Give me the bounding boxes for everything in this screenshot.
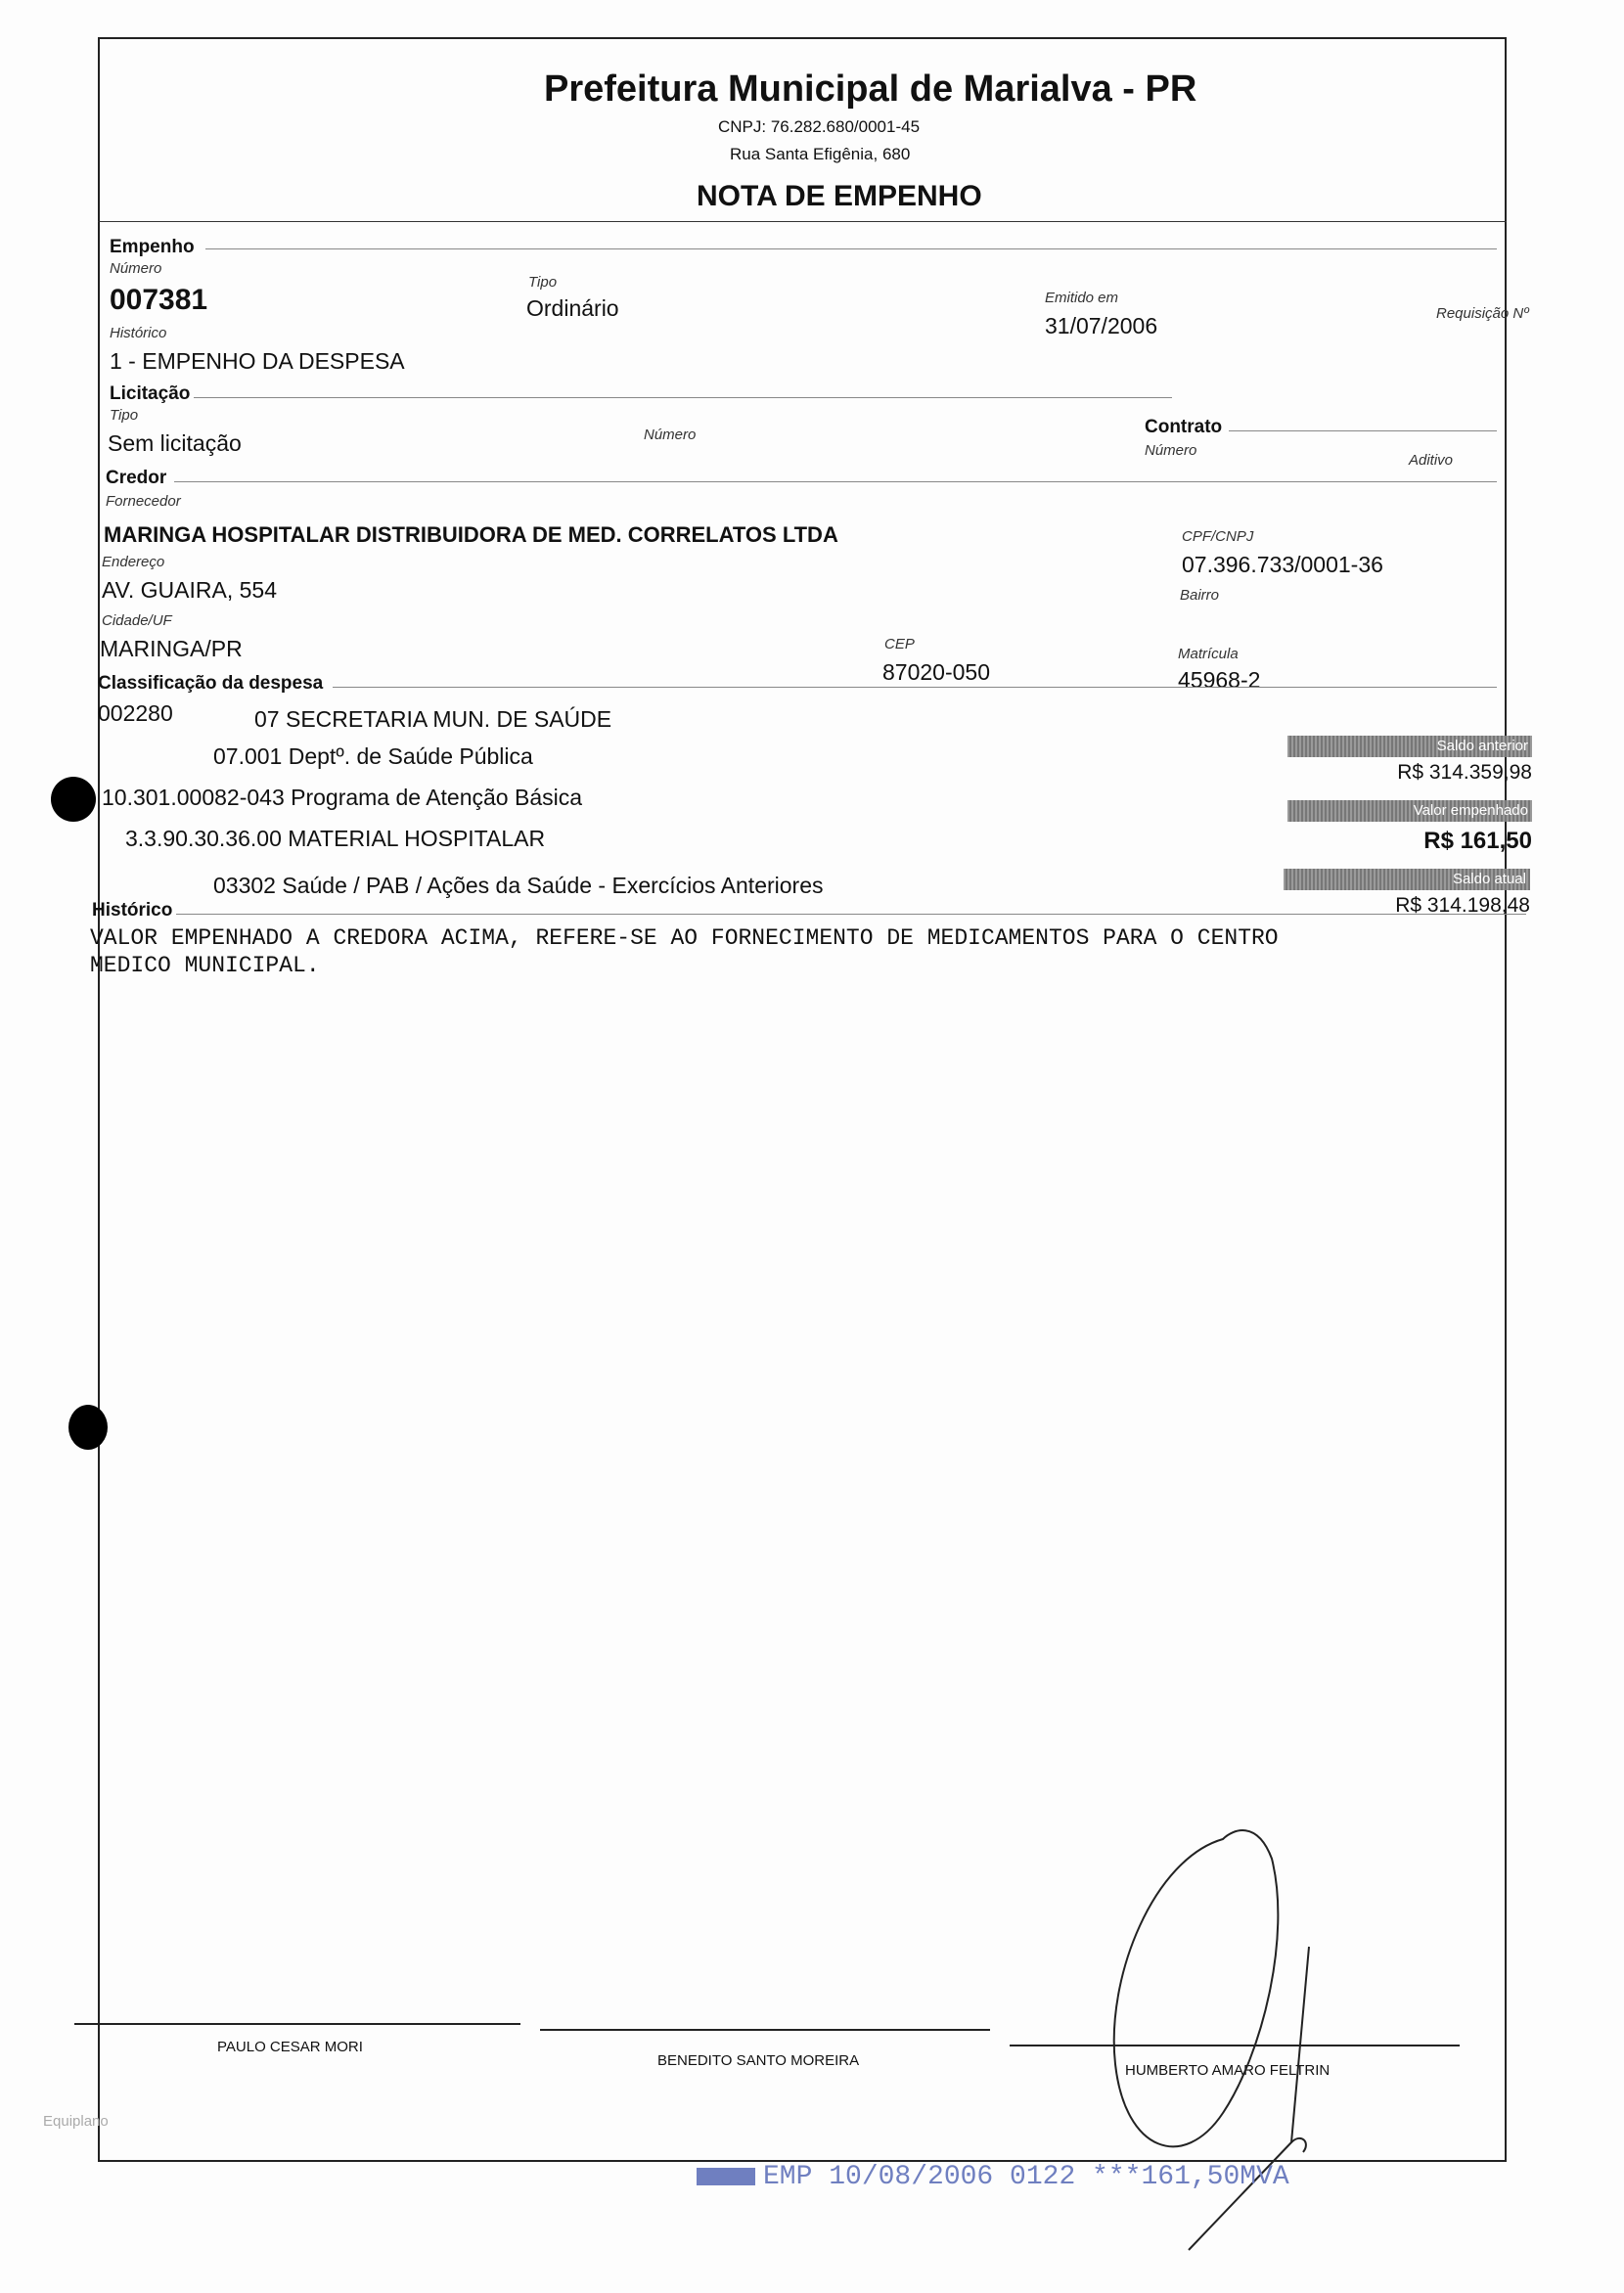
punch-hole [68, 1405, 108, 1450]
fornecedor-name: MARINGA HOSPITALAR DISTRIBUIDORA DE MED. CORRELATOS LTDA [104, 522, 838, 547]
empenho-tipo-label: Tipo [528, 274, 558, 291]
section-licitacao: Licitação [110, 383, 191, 404]
document-title: NOTA DE EMPENHO [697, 180, 982, 212]
header-cnpj: CNPJ: 76.282.680/0001-45 [718, 117, 921, 136]
saldo-anterior-value: R$ 314.359,98 [1397, 761, 1532, 784]
endereco-value: AV. GUAIRA, 554 [102, 577, 277, 603]
classificacao-line: 07 SECRETARIA MUN. DE SAÚDE [254, 706, 612, 732]
processing-stamp [697, 2162, 1289, 2192]
empenho-historico: 1 - EMPENHO DA DESPESA [110, 348, 405, 374]
historico-text: MEDICO MUNICIPAL. [90, 953, 320, 978]
stamp-text: EMP 10/08/2006 0122 ***161,50MVA [763, 2162, 1289, 2192]
signature-line [540, 2029, 990, 2031]
saldo-anterior-label: Saldo anterior [1287, 736, 1532, 757]
footer-brand: Equiplano [43, 2113, 109, 2130]
classificacao-line: 10.301.00082-043 Programa de Atenção Básica [102, 785, 583, 810]
matricula-label: Matrícula [1178, 646, 1239, 662]
classificacao-code: 002280 [98, 700, 173, 726]
empenho-numero-label: Número [110, 260, 162, 277]
cidade-value: MARINGA/PR [100, 636, 243, 661]
section-rule [205, 248, 1497, 249]
signature-name: BENEDITO SANTO MOREIRA [657, 2052, 860, 2069]
section-empenho: Empenho [110, 237, 195, 257]
aditivo-label: Aditivo [1409, 452, 1454, 469]
cidade-label: Cidade/UF [102, 612, 172, 629]
page-title: Prefeitura Municipal de Marialva - PR [544, 68, 1197, 110]
punch-hole [51, 777, 96, 822]
signature-name: PAULO CESAR MORI [217, 2039, 363, 2055]
classificacao-line: 07.001 Deptº. de Saúde Pública [213, 743, 533, 769]
section-rule [1229, 430, 1497, 431]
section-classificacao: Classificação da despesa [98, 673, 324, 694]
cep-value: 87020-050 [882, 659, 990, 685]
classificacao-line: 03302 Saúde / PAB / Ações da Saúde - Exercícios Anteriores [213, 873, 824, 898]
signature-name: HUMBERTO AMARO FELTRIN [1125, 2062, 1331, 2079]
licitacao-numero-label: Número [644, 427, 697, 443]
cpf-value: 07.396.733/0001-36 [1182, 552, 1383, 577]
section-rule [176, 914, 1526, 915]
handwritten-signature [1076, 1820, 1331, 2260]
section-historico: Histórico [92, 900, 173, 921]
header-address: Rua Santa Efigênia, 680 [730, 145, 911, 163]
emitido-label: Emitido em [1045, 290, 1119, 306]
header-divider [98, 221, 1507, 222]
stamp-logo-icon [697, 2168, 755, 2185]
section-rule [333, 687, 1497, 688]
section-credor: Credor [106, 468, 167, 488]
section-contrato: Contrato [1145, 417, 1223, 437]
empenho-tipo: Ordinário [526, 295, 619, 321]
requisicao-label: Requisição Nº [1436, 305, 1529, 322]
emitido-date: 31/07/2006 [1045, 313, 1158, 338]
contrato-numero-label: Número [1145, 442, 1197, 459]
endereco-label: Endereço [102, 554, 165, 570]
section-rule [194, 397, 1172, 398]
bairro-label: Bairro [1180, 587, 1220, 604]
historico-label: Histórico [110, 325, 167, 341]
signature-line [74, 2023, 520, 2025]
cpf-label: CPF/CNPJ [1182, 528, 1254, 545]
saldo-atual-label: Saldo atual [1284, 869, 1530, 890]
section-rule [174, 481, 1497, 482]
cep-label: CEP [884, 636, 915, 652]
licitacao-tipo: Sem licitação [108, 430, 242, 456]
matricula-value: 45968-2 [1178, 667, 1261, 693]
licitacao-tipo-label: Tipo [110, 407, 139, 424]
saldo-atual-value: R$ 314.198,48 [1395, 894, 1530, 917]
valor-empenhado-value: R$ 161,50 [1423, 828, 1532, 854]
historico-text: VALOR EMPENHADO A CREDORA ACIMA, REFERE-SE AO FORNECIMENTO DE MEDICAMENTOS PARA O CENTRO [90, 925, 1279, 951]
fornecedor-label: Fornecedor [106, 493, 181, 510]
empenho-numero: 007381 [110, 284, 208, 316]
classificacao-line: 3.3.90.30.36.00 MATERIAL HOSPITALAR [125, 826, 546, 851]
valor-empenhado-label: Valor empenhado [1287, 800, 1532, 822]
